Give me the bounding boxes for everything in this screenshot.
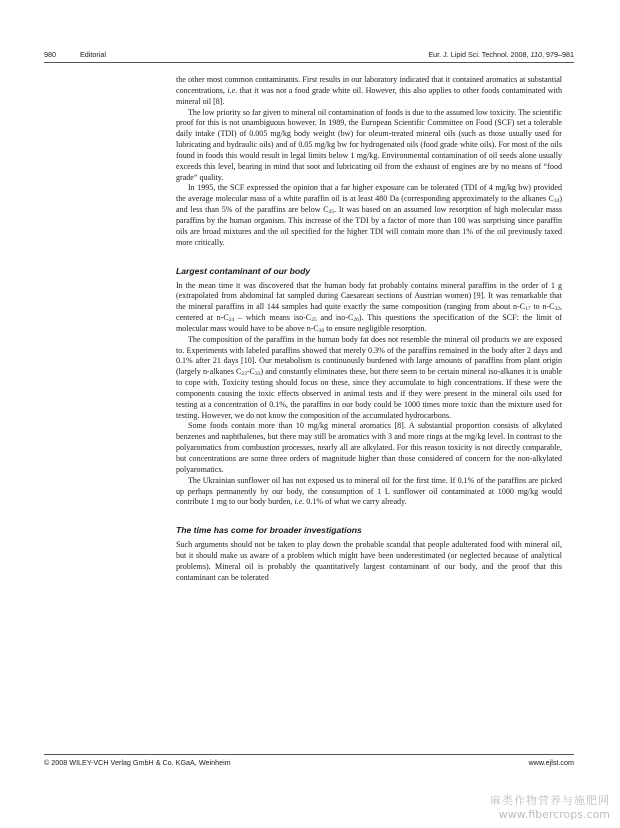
section-heading: The time has come for broader investigations (176, 525, 362, 536)
watermark-text-cn: 麻类作物营养与施肥网 (490, 794, 610, 807)
article-body (176, 75, 562, 584)
paragraph: In the mean time it was discovered that the human body fat probably contains mineral paraffins in the order of 1 g (extrapolated from abdominal fat sampled during Caesarean sections of Austrian women) [9]. It was remarkable that the mineral paraffins in all 144 samples had quite exactly the same composition (ranging from about $n-C_{17}$ to $n-C_{32}$, centered at $n-C_{24}$ – which means iso-$C_{25}$ and iso-$C_{26}$). This questions the specification of the SCF: the limit of molecular mass would have to be above $n-C_{30}$ to ensure negligible resorption. (176, 280, 562, 334)
paragraph: Such arguments should not be taken to play down the probable scandal that people adulterated food with mineral oil, but it should make us aware of a problem which might have been underestimated (or neglected because of analytical problems). Mineral oil is probably the quantitatively largest contaminant of our body, and the proof that this contaminant can be tolerated (176, 540, 562, 582)
copyright-notice: © 2008 WILEY-VCH Verlag GmbH & Co. KGaA, Weinheim (44, 758, 231, 767)
running-header (44, 50, 574, 62)
journal-citation: Eur. J. Lipid Sci. Technol. 2008, 110, 979–981 (428, 50, 574, 59)
running-footer (44, 758, 574, 770)
paragraph: the other most common contaminants. First results in our laboratory indicated that it contained aromatics at substantial concentrations, i.e. that it was not a food grade white oil. However, this also applies to other foods contaminated with mineral oil [8]. (176, 75, 563, 106)
section-heading: Largest contaminant of our body (176, 265, 311, 276)
paragraph: The low priority so far given to mineral oil contamination of foods is due to the assumed low toxicity. The scientific proof for this is not unambiguous however. In 1989, the European Scientific Committee on Food (SCF) set a tolerable daily intake (TDI) of 0.005 mg/kg body weight (bw) for oleum-treated mineral oils (such as those usually used for lubricating and hydraulic oils) and of 0.05 mg/kg bw for hydrogenated oils (food grade white oils). For most of the oils found in foods this would result in legal limits below 1 mg/kg. Environmental contamination of oil seeds alone usually exceeds this level, bearing in mind that soot and lubricating oil from the exhaust of engines are by no means of “food grade” quality. (176, 107, 562, 182)
watermark-text-url: www.fibercrops.com (498, 808, 610, 821)
paragraph: Some foods contain more than 10 mg/kg mineral aromatics [8]. A substantial proportion consists of alkylated benzenes and naphthalenes, but there may still be aromatics with 3 and more rings at the mg/kg level. In contrast to the polyaromatics from combustion processes, nearly all are alkylated. For this reason toxicity is not directly comparable, but concentrations are some three orders of magnitude higher than those considered of concern for the non-alkylated polyaromatics. (176, 421, 562, 474)
watermark (490, 794, 610, 822)
page-number: 980 (44, 50, 56, 59)
journal-url: www.ejlst.com (528, 758, 574, 767)
paragraph: In 1995, the SCF expressed the opinion that a far higher exposure can be tolerated (TDI of 4 mg/kg bw) provided the average molecular mass of a white paraffin oil is at least 480 Da (corresponding approximately to the alkanes $C_{34}$) and less than 5% of the paraffins are below $C_{25}$. It was based on an assumed low resorption of high molecular mass paraffins by the human organism. This increase of the TDI by a factor of more than 100 was surprising since paraffin oils are broad mixtures and the oil specified for the higher TDI will contain more than 1% of the oil previously taxed more critically. (176, 183, 563, 247)
section-label: Editorial (80, 50, 106, 59)
paragraph: The Ukrainian sunflower oil has not exposed us to mineral oil for the first time. If 0.1% of the paraffins are picked up perhaps permanently by our body, the consumption of 1 L sunflower oil contaminated at 1000 mg/kg would contribute 1 mg to our body burden, i.e. 0.1% of what we carry already. (176, 475, 562, 507)
header-rule (44, 62, 574, 63)
footer-rule (44, 754, 574, 755)
paragraph: The composition of the paraffins in the human body fat does not resemble the mineral oil products we are exposed to. Experiments with labeled paraffins showed that merely 0.3% of the paraffins remained in the body after 2 days and 0.1% after 21 days [10]. Our metabolism is continuously burdened with large amounts of paraffins from plant origin (largely n-alkanes $C_{23}-C_{33}$) and constantly eliminates these, but there seem to be certain mineral iso-alkanes it is unable to cope with. Toxicity testing should focus on these, since they accumulate to high concentrations. If these were the components causing the toxic effects observed in animal tests and if they were present in the mineral oils used for testing at a concentration of 0.1%, the paraffins in our body could be 1000 times more toxic than the mixture used for testing. However, we do not know the composition of the accumulated hydrocarbons. (176, 334, 562, 420)
